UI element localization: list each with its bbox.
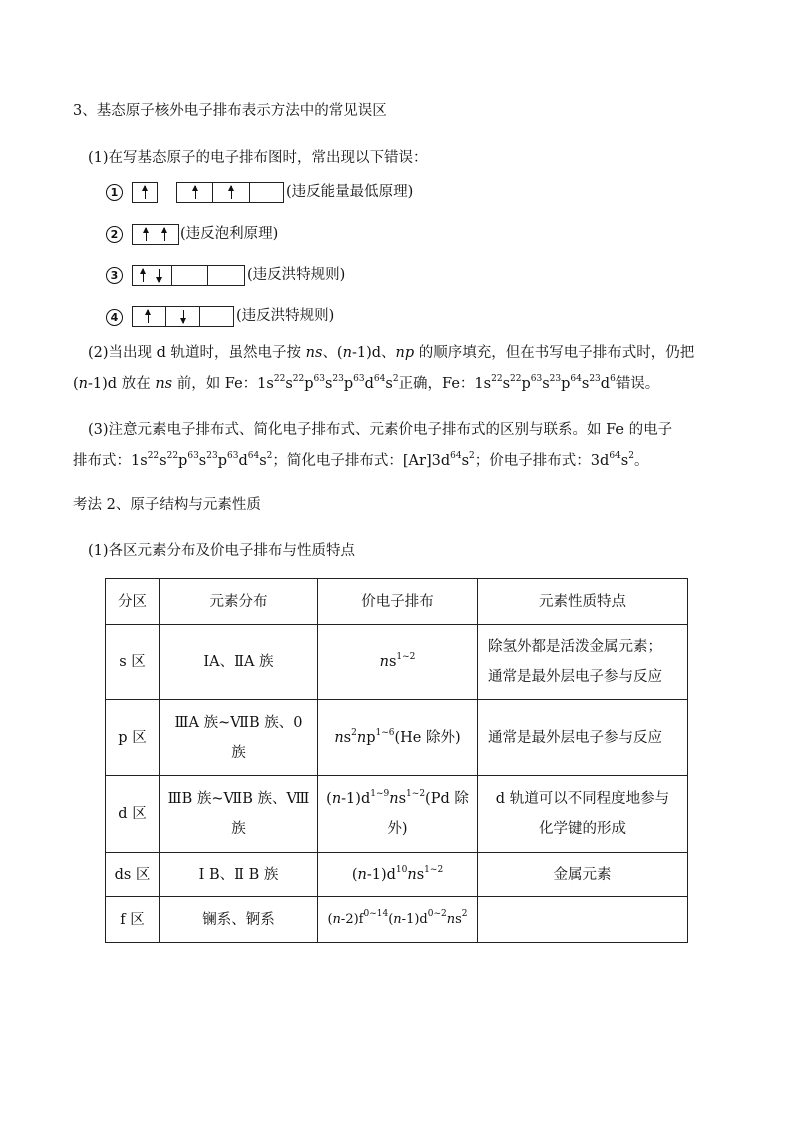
- paragraph-3-line-2: 排布式：$1s^{22}s^{22}p^{63}s^{23}p^{63}d^{64}s^2$；简化电子排布式：$[Ar]3d^{64}s^2$；价电子排布式：$3d^{64}s^2$。: [73, 451, 649, 469]
- paragraph-2-line-2: (n-1)d 放在 ns 前，如 Fe：$1s^{22}s^{22}p^{63}s^{23}p^{63}d^{64}s^2$正确，Fe：$1s^{22}s^{22}p^{63}s^{23}p^{64}s^{23}d^6$错误。: [73, 374, 660, 392]
- element-zones-table: [105, 578, 688, 943]
- spin-down-arrow-icon: [159, 269, 160, 282]
- config-cell: [318, 776, 478, 853]
- config-cell: [318, 700, 478, 776]
- header-cell: 元素性质特点: [478, 579, 688, 625]
- valence-configuration: $ns^2np^{1\sim 6}(He$ 除外): [334, 727, 461, 746]
- zone-cell: s 区: [106, 625, 160, 700]
- electron-configuration: $3d^{64}s^2$: [590, 451, 634, 469]
- config-cell: [318, 853, 478, 897]
- properties-cell: 通常是最外层电子参与反应: [478, 700, 688, 776]
- spin-up-arrow-icon: [145, 186, 146, 199]
- header-cell: 分区: [106, 579, 160, 625]
- zone-cell: d 区: [106, 776, 160, 853]
- table-row: [106, 897, 688, 943]
- error-note-3: (违反洪特规则): [247, 267, 346, 283]
- properties-cell: 金属元素: [478, 853, 688, 897]
- orbital-box: [212, 182, 250, 203]
- spin-up-arrow-icon: [195, 186, 196, 199]
- orbital-diagram-1s: [132, 182, 158, 203]
- circled-number-2: 2: [106, 226, 123, 243]
- orbital-box: [249, 182, 284, 203]
- paragraph-1: (1)在写基态原子的电子排布图时，常出现以下错误：: [88, 150, 428, 166]
- orbital-diagram-2p: [176, 182, 284, 203]
- spin-up-arrow-icon: [148, 310, 149, 323]
- spin-down-arrow-icon: [183, 310, 184, 323]
- spin-up-arrow-icon: [164, 228, 165, 241]
- distribution-cell: 镧系、锕系: [160, 897, 318, 943]
- properties-cell: 除氢外都是活泼金属元素； 通常是最外层电子参与反应: [478, 625, 688, 700]
- config-cell: [318, 897, 478, 943]
- error-note-2: (违反泡利原理): [180, 226, 279, 242]
- electron-configuration: $1s^{22}s^{22}p^{63}s^{23}p^{63}d^{64}s^2$: [131, 451, 273, 469]
- error-note-4: (违反洪特规则): [236, 308, 335, 324]
- paragraph-3-line-1: (3)注意元素电子排布式、简化电子排布式、元素价电子排布式的区别与联系。如 Fe 的电子: [88, 422, 673, 438]
- header-cell: 元素分布: [160, 579, 318, 625]
- properties-cell: [478, 897, 688, 943]
- spin-up-arrow-icon: [143, 269, 144, 282]
- orbital-diagram-hund-a: [132, 265, 245, 286]
- orbital-diagram-pauli: [132, 224, 179, 245]
- distribution-cell: ⅢB 族~ⅦB 族、Ⅷ 族: [160, 776, 318, 853]
- orbital-box: [132, 224, 179, 245]
- valence-configuration: $(n-2)f^{0\sim 14}(n-1)d^{0\sim 2}ns^2$: [327, 909, 468, 927]
- valence-configuration: $(n-1)d^{1\sim 9}ns^{1\sim 2}(Pd$ 除外): [326, 789, 469, 837]
- paragraph-2-line-1: (2)当出现 d 轨道时，虽然电子按 ns、(n-1)d、np 的顺序填充，但在书写电子排布式时，仍把: [88, 345, 695, 361]
- distribution-cell: ⅢA 族~ⅦB 族、0 族: [160, 700, 318, 776]
- orbital-box: [207, 265, 245, 286]
- section-heading: 3、基态原子核外电子排布表示方法中的常见误区: [73, 103, 387, 119]
- properties-cell: d 轨道可以不同程度地参与 化学键的形成: [478, 776, 688, 853]
- error-note-1: (违反能量最低原理): [286, 184, 414, 200]
- orbital-box: [132, 306, 166, 327]
- electron-configuration: $1s^{22}s^{22}p^{63}s^{23}p^{64}s^{23}d^6$: [474, 374, 616, 392]
- zone-cell: p 区: [106, 700, 160, 776]
- distribution-cell: ⅠA、ⅡA 族: [160, 625, 318, 700]
- circled-number-3: 3: [106, 267, 123, 284]
- header-cell: 价电子排布: [318, 579, 478, 625]
- orbital-diagram-hund-b: [132, 306, 234, 327]
- zone-cell: ds 区: [106, 853, 160, 897]
- orbital-box: [199, 306, 234, 327]
- table-row: [106, 700, 688, 776]
- electron-configuration: $1s^{22}s^{22}p^{63}s^{23}p^{63}d^{64}s^2$: [257, 374, 399, 392]
- valence-configuration: $ns^{1\sim 2}$: [379, 652, 416, 670]
- orbital-box: [176, 182, 213, 203]
- table-header-row: [106, 579, 688, 625]
- method-heading: 考法 2、原子结构与元素性质: [73, 497, 261, 513]
- orbital-box: [171, 265, 208, 286]
- circled-number-1: 1: [106, 184, 123, 201]
- valence-configuration: $(n-1)d^{10}ns^{1\sim 2}$: [351, 864, 444, 883]
- distribution-cell: Ⅰ B、Ⅱ B 族: [160, 853, 318, 897]
- zone-cell: f 区: [106, 897, 160, 943]
- spin-up-arrow-icon: [146, 228, 147, 241]
- config-cell: [318, 625, 478, 700]
- table-row: [106, 625, 688, 700]
- table-row: [106, 776, 688, 853]
- spin-up-arrow-icon: [231, 186, 232, 199]
- table-row: [106, 853, 688, 897]
- orbital-box: [165, 306, 200, 327]
- orbital-box: [132, 265, 172, 286]
- electron-configuration: $[Ar]3d^{64}s^2$: [402, 451, 475, 469]
- circled-number-4: 4: [106, 309, 123, 326]
- table-caption: (1)各区元素分布及价电子排布与性质特点: [88, 543, 356, 559]
- orbital-box: [132, 182, 158, 203]
